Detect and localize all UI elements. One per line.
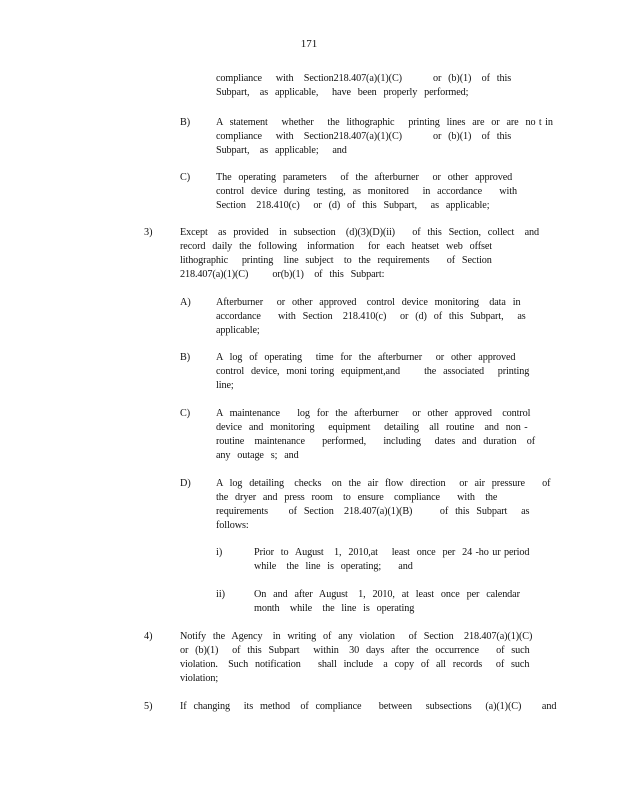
item-5-paragraph bbox=[180, 700, 557, 714]
text-line: A log of operating time for the afterburner or other approved bbox=[216, 352, 516, 363]
subitem-label-b: B) bbox=[180, 352, 191, 363]
text-line: A statement whether the lithographic printing lines are or are no t in bbox=[216, 117, 553, 128]
text-line: while the line is operating; and bbox=[254, 561, 413, 572]
subitem-label-d: D) bbox=[180, 478, 191, 489]
text-line: Afterburner or other approved control device monitoring data in bbox=[216, 297, 521, 308]
text-line: month while the line is operating bbox=[254, 603, 415, 614]
text-line: control device, moni toring equipment,and the associated printing bbox=[216, 366, 530, 377]
subitem-d-paragraph bbox=[216, 477, 551, 533]
item-4-paragraph bbox=[180, 630, 540, 686]
text-line: On and after August 1, 2010, at least once per calendar bbox=[254, 589, 520, 600]
text-line: A log detailing checks on the air flow direction or air pressure of bbox=[216, 478, 551, 489]
text-line: violation; bbox=[180, 673, 219, 684]
text-line: A maintenance log for the afterburner or other approved control bbox=[216, 408, 531, 419]
subitem-b-paragraph bbox=[216, 351, 546, 393]
item-b-paragraph bbox=[216, 116, 553, 158]
text-line: line; bbox=[216, 380, 234, 391]
text-line: If changing its method of compliance between subsections (a)(1)(C) and bbox=[180, 701, 557, 712]
text-line: any outage s; and bbox=[216, 450, 299, 461]
text-line: Notify the Agency in writing of any violation of Section 218.407(a)(1)(C) bbox=[180, 631, 533, 642]
page-number: 171 bbox=[300, 38, 318, 50]
text-line: violation. Such notification shall include a copy of all records of such bbox=[180, 659, 530, 670]
item-c-paragraph bbox=[216, 171, 546, 213]
text-line: Except as provided in subsection (d)(3)(D)(ii) of this Section, collect and bbox=[180, 227, 539, 238]
subitem-label-a: A) bbox=[180, 297, 191, 308]
continuation-paragraph bbox=[216, 72, 546, 100]
text-line: Prior to August 1, 2010,at least once per 24 -ho ur period bbox=[254, 547, 530, 558]
subsubitem-label-i: i) bbox=[216, 547, 223, 558]
item-label-c: C) bbox=[180, 172, 191, 183]
subitem-a-paragraph bbox=[216, 296, 546, 338]
subsubitem-ii-paragraph bbox=[254, 588, 544, 616]
item-3-paragraph bbox=[180, 226, 540, 282]
text-line: Subpart, as applicable; and bbox=[216, 145, 347, 156]
text-line: accordance with Section 218.410(c) or (d) of this Subpart, as bbox=[216, 311, 526, 322]
text-line: lithographic printing line subject to the requirements of Section bbox=[180, 255, 492, 266]
text-line: compliance with Section218.407(a)(1)(C) or (b)(1) of this bbox=[216, 73, 512, 84]
text-line: applicable; bbox=[216, 325, 260, 336]
text-line: compliance with Section218.407(a)(1)(C) or (b)(1) of this bbox=[216, 131, 512, 142]
item-label-b: B) bbox=[180, 117, 191, 128]
text-line: Section 218.410(c) or (d) of this Subpart, as applicable; bbox=[216, 200, 490, 211]
subsubitem-label-ii: ii) bbox=[216, 589, 226, 600]
text-line: requirements of Section 218.407(a)(1)(B) of this Subpart as bbox=[216, 506, 530, 517]
subitem-c-paragraph bbox=[216, 407, 546, 463]
text-line: record daily the following information for each heatset web offset bbox=[180, 241, 493, 252]
text-line: device and monitoring equipment detailing all routine and non - bbox=[216, 422, 528, 433]
text-line: the dryer and press room to ensure compliance with the bbox=[216, 492, 498, 503]
text-line: The operating parameters of the afterburner or other approved bbox=[216, 172, 513, 183]
text-line: or (b)(1) of this Subpart within 30 days after the occurrence of such bbox=[180, 645, 530, 656]
item-label-5: 5) bbox=[144, 701, 153, 712]
item-label-3: 3) bbox=[144, 227, 153, 238]
subsubitem-i-paragraph bbox=[254, 546, 544, 574]
text-line: follows: bbox=[216, 520, 249, 531]
text-line: routine maintenance performed, including dates and duration of bbox=[216, 436, 536, 447]
text-line: control device during testing, as monitored in accordance with bbox=[216, 186, 517, 197]
item-label-4: 4) bbox=[144, 631, 153, 642]
text-line: Subpart, as applicable, have been properly performed; bbox=[216, 87, 469, 98]
text-line: 218.407(a)(1)(C) or(b)(1) of this Subpart: bbox=[180, 269, 385, 280]
subitem-label-c: C) bbox=[180, 408, 191, 419]
